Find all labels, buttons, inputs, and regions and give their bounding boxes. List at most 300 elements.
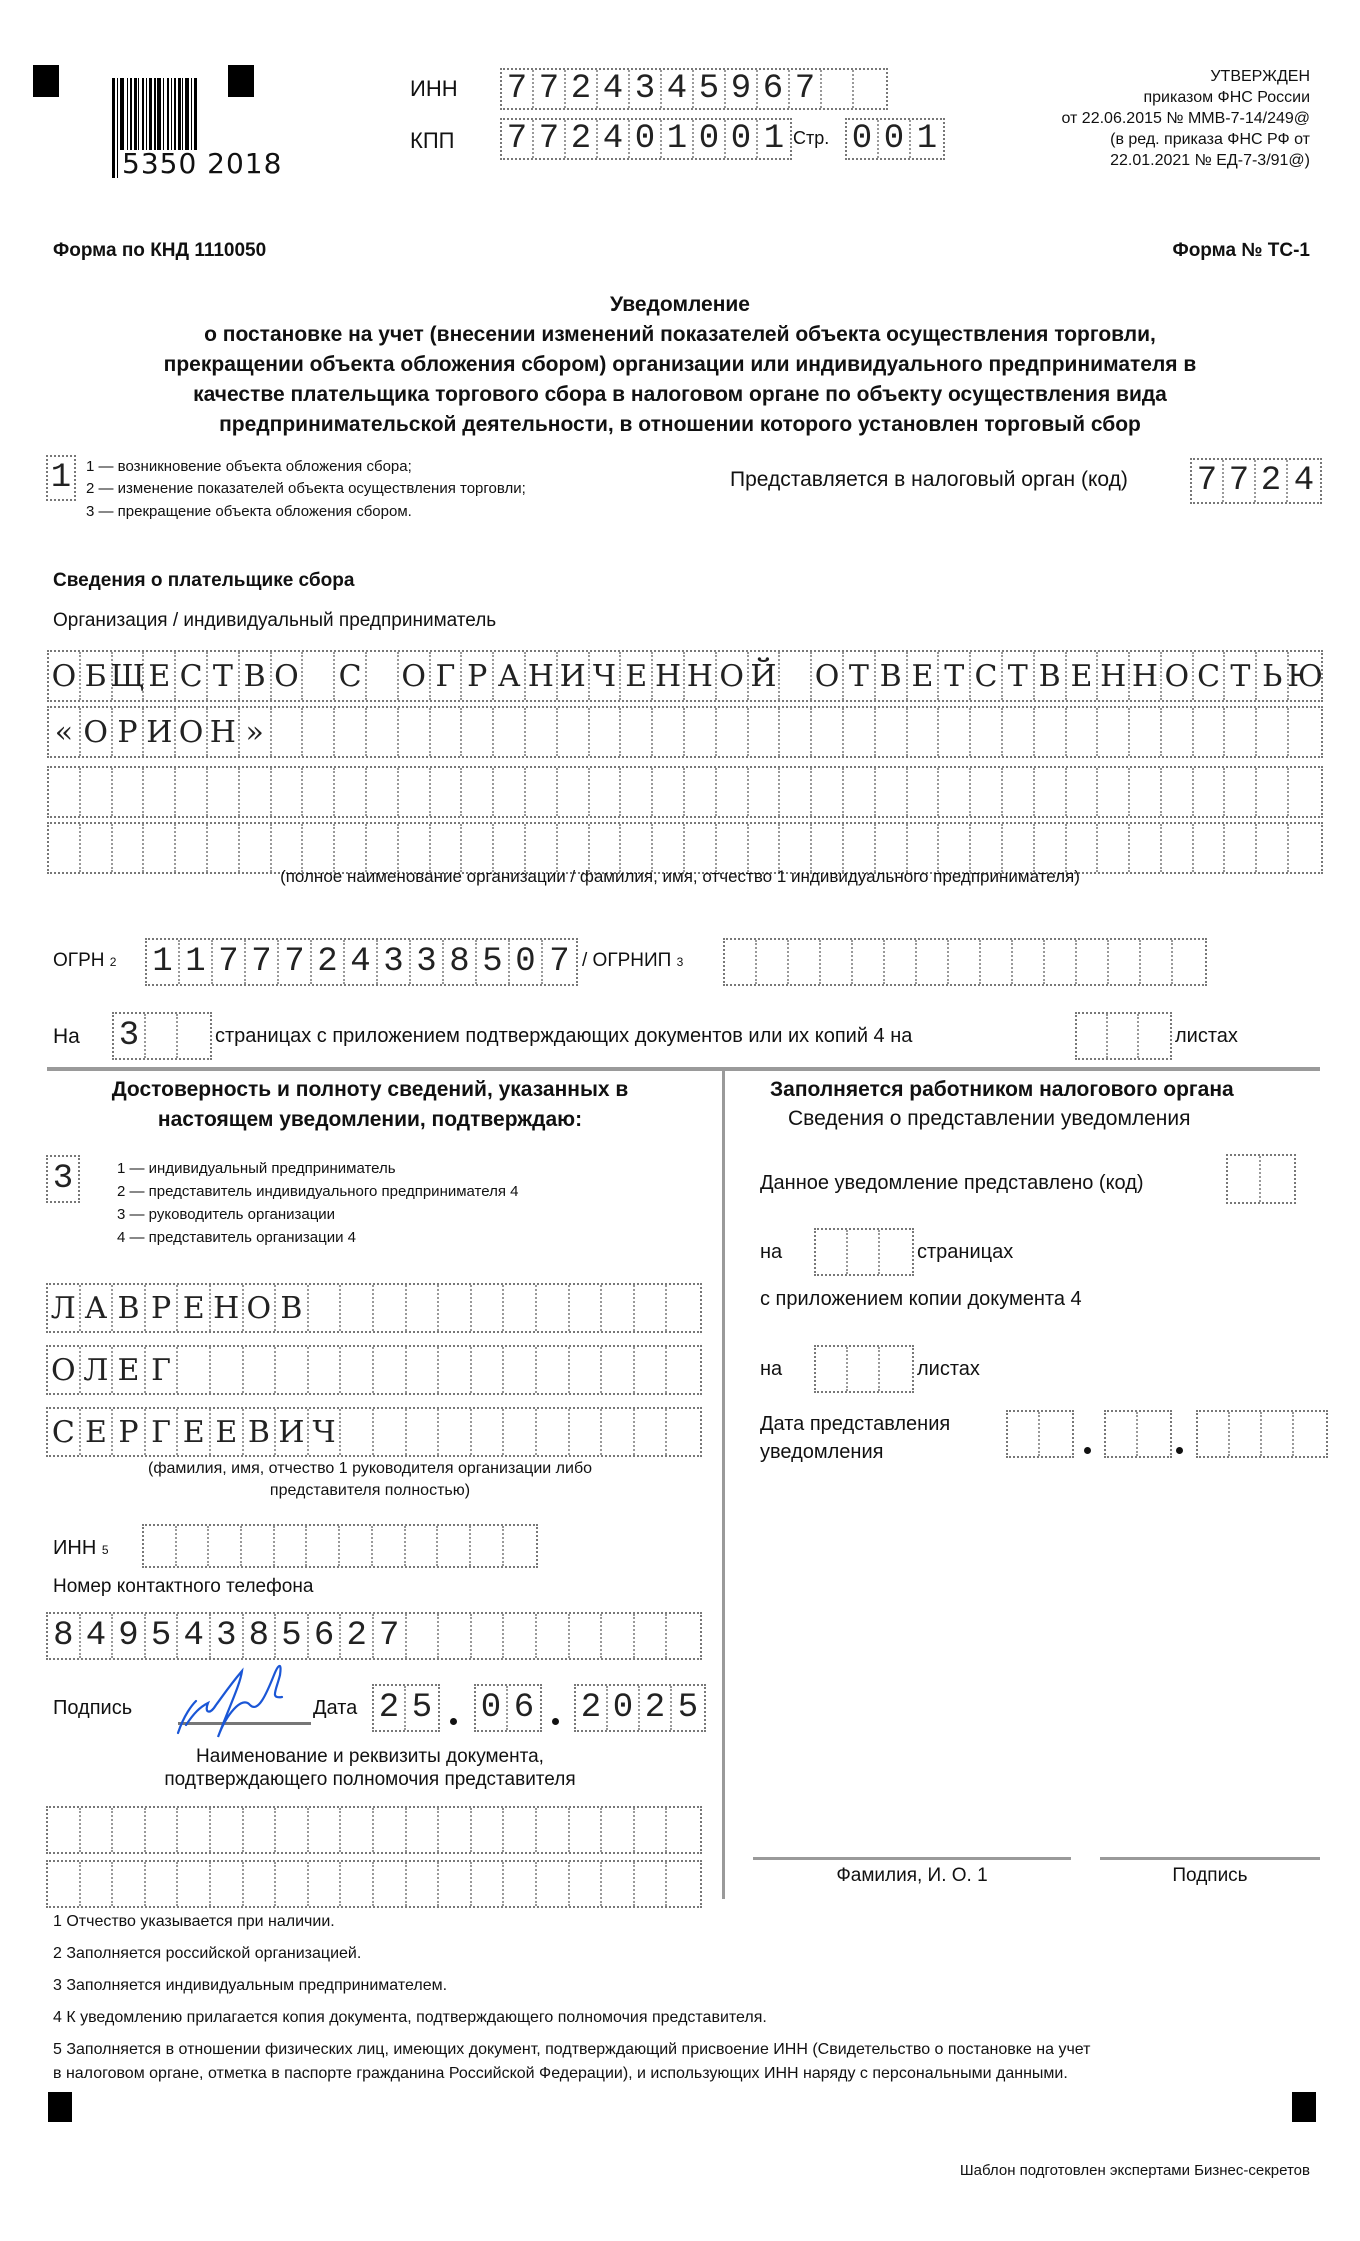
char-cell xyxy=(971,824,1003,872)
char-cell xyxy=(1067,708,1099,756)
tax-office-sheets-field[interactable] xyxy=(814,1345,914,1393)
char-cell xyxy=(812,708,844,756)
char-cell: Ю xyxy=(1287,658,1323,694)
char-cell xyxy=(570,1347,603,1393)
char-cell xyxy=(462,708,494,756)
char-cell xyxy=(407,1808,440,1852)
char-cell xyxy=(844,708,876,756)
char-cell xyxy=(504,1614,537,1658)
char-cell: 4 xyxy=(662,70,694,108)
char-cell xyxy=(602,1808,635,1852)
char-cell xyxy=(309,1347,342,1393)
pages-count-field[interactable] xyxy=(112,1012,212,1060)
kpp-label: КПП xyxy=(410,128,455,153)
char-cell xyxy=(242,1526,275,1566)
footnote-2: 2 Заполняется российской организацией. xyxy=(53,1945,362,1962)
char-cell: 0 xyxy=(510,940,543,984)
char-cell: Е xyxy=(178,1409,211,1455)
char-cell: 4 xyxy=(598,120,630,158)
submission-date-label xyxy=(760,1410,950,1466)
char-cell xyxy=(275,1526,308,1566)
char-cell: С xyxy=(48,1409,81,1455)
char-cell: 3 xyxy=(52,1160,74,1198)
char-cell: Р xyxy=(146,1285,179,1331)
char-cell: Л xyxy=(48,1285,81,1331)
page-number-field[interactable] xyxy=(845,118,945,160)
char-cell xyxy=(367,652,399,700)
char-cell: 1 xyxy=(916,120,938,158)
kpp-field[interactable] xyxy=(500,118,792,160)
char-cell xyxy=(1013,940,1045,984)
char-cell: 2 xyxy=(374,1686,406,1730)
char-cell: Е xyxy=(908,652,940,700)
char-cell xyxy=(472,1347,505,1393)
tax-authority-label: Представляется в налоговый орган (код) xyxy=(730,468,1128,491)
org-name-row-3[interactable] xyxy=(47,766,1323,818)
signer-option-1: 1 — индивидуальный предприниматель xyxy=(117,1160,396,1177)
char-cell xyxy=(146,1862,179,1906)
ogrn-label xyxy=(53,950,116,972)
char-cell xyxy=(211,1347,244,1393)
signer-option-2: 2 — представитель индивидуального предпринимателя 4 xyxy=(117,1183,519,1200)
char-cell xyxy=(537,1409,570,1455)
char-cell xyxy=(240,824,272,872)
title-line-1: Уведомление xyxy=(609,293,750,316)
signer-inn-label xyxy=(53,1537,109,1560)
char-cell xyxy=(1045,940,1077,984)
char-cell xyxy=(335,824,367,872)
char-cell: 5 xyxy=(477,940,510,984)
submission-date-month-field[interactable] xyxy=(1104,1410,1172,1458)
char-cell xyxy=(939,708,971,756)
char-cell: Г xyxy=(146,1409,179,1455)
char-cell: 1 xyxy=(50,459,72,497)
org-name-row-2[interactable] xyxy=(47,706,1323,758)
char-cell xyxy=(1106,1412,1138,1456)
char-cell xyxy=(178,1347,211,1393)
char-cell xyxy=(844,824,876,872)
char-cell xyxy=(816,1347,848,1391)
pages-text: страницах с приложением подтверждающих документов или их копий 4 на xyxy=(215,1025,913,1047)
char-cell xyxy=(635,1347,668,1393)
char-cell xyxy=(1294,1412,1326,1456)
ogrn-footnote-ref: 2 xyxy=(109,955,117,969)
char-cell xyxy=(303,708,335,756)
char-cell xyxy=(472,1285,505,1331)
char-cell: 2 xyxy=(640,1686,672,1730)
char-cell: 2 xyxy=(566,120,598,158)
char-cell: Н xyxy=(211,1285,244,1331)
char-cell xyxy=(504,1347,537,1393)
char-cell xyxy=(526,708,558,756)
char-cell xyxy=(1003,824,1035,872)
char-cell xyxy=(374,1285,407,1331)
char-cell xyxy=(885,940,917,984)
ogrn-field[interactable] xyxy=(145,938,578,986)
char-cell xyxy=(590,708,622,756)
char-cell xyxy=(653,824,685,872)
char-cell xyxy=(276,1808,309,1852)
char-cell xyxy=(303,652,335,700)
char-cell xyxy=(1257,708,1289,756)
char-cell: Р xyxy=(462,652,494,700)
char-cell: 8 xyxy=(244,1614,277,1658)
char-cell xyxy=(908,768,940,816)
char-cell xyxy=(667,1285,700,1331)
corner-marker-bottom-left xyxy=(48,2092,72,2122)
char-cell: 4 xyxy=(345,940,378,984)
char-cell xyxy=(1289,708,1321,756)
char-cell xyxy=(431,768,463,816)
approval-line-1: УТВЕРЖДЕН xyxy=(1210,68,1310,85)
char-cell xyxy=(146,1808,179,1852)
char-cell xyxy=(48,1808,81,1852)
char-cell xyxy=(374,1347,407,1393)
char-cell xyxy=(48,1862,81,1906)
char-cell xyxy=(462,824,494,872)
confirmation-title-line-2: настоящем уведомлении, подтверждаю: xyxy=(157,1108,583,1131)
char-cell xyxy=(876,768,908,816)
date-separator-2 xyxy=(552,1718,559,1725)
footnote-3: 3 Заполняется индивидуальным предпринимателем. xyxy=(53,1977,448,1994)
authority-doc-caption-line-2: подтверждающего полномочия представителя xyxy=(164,1769,576,1790)
char-cell xyxy=(812,768,844,816)
char-cell xyxy=(1228,1156,1261,1202)
char-cell: 1 xyxy=(147,940,180,984)
char-cell xyxy=(1198,1412,1230,1456)
char-cell: 7 xyxy=(502,120,534,158)
submitted-code-label: Данное уведомление представлено (код) xyxy=(760,1172,1144,1194)
tax-office-sheets-label: листах xyxy=(917,1358,980,1380)
char-cell: О xyxy=(48,1347,81,1393)
char-cell: О xyxy=(399,652,431,700)
char-cell xyxy=(472,1808,505,1852)
first-name-field[interactable] xyxy=(46,1345,702,1395)
char-cell xyxy=(303,768,335,816)
char-cell: 6 xyxy=(309,1614,342,1658)
char-cell xyxy=(504,1409,537,1455)
char-cell: Е xyxy=(178,1285,211,1331)
char-cell: 3 xyxy=(378,940,411,984)
char-cell xyxy=(1257,824,1289,872)
approval-line-3: от 22.06.2015 № ММВ-7-14/249@ xyxy=(1061,110,1310,127)
char-cell: 4 xyxy=(1293,462,1315,500)
char-cell xyxy=(113,768,145,816)
char-cell xyxy=(1130,768,1162,816)
char-cell xyxy=(653,708,685,756)
char-cell xyxy=(1098,824,1130,872)
char-cell: Е xyxy=(144,652,176,700)
signer-option-4: 4 — представитель организации 4 xyxy=(117,1229,356,1246)
authority-doc-row-2[interactable] xyxy=(46,1860,702,1908)
date-year-field[interactable] xyxy=(574,1684,706,1732)
char-cell xyxy=(780,824,812,872)
char-cell xyxy=(471,1526,504,1566)
char-cell: 2 xyxy=(341,1614,374,1658)
submission-date-day-field[interactable] xyxy=(1006,1410,1074,1458)
authority-doc-caption-line-1: Наименование и реквизиты документа, xyxy=(196,1746,544,1767)
tax-officer-name-line xyxy=(753,1857,1071,1860)
char-cell xyxy=(880,1230,912,1274)
char-cell: 1 xyxy=(662,120,694,158)
char-cell: 4 xyxy=(81,1614,114,1658)
char-cell xyxy=(1225,824,1257,872)
char-cell xyxy=(399,824,431,872)
char-cell xyxy=(504,1526,537,1566)
page-label: Стр. xyxy=(793,128,830,148)
char-cell xyxy=(971,768,1003,816)
char-cell xyxy=(341,1409,374,1455)
template-credit: Шаблон подготовлен экспертами Бизнес-секретов xyxy=(959,2162,1310,2179)
char-cell: В xyxy=(876,652,908,700)
approval-line-4: (в ред. приказа ФНС РФ от xyxy=(1110,131,1310,148)
signer-option-3: 3 — руководитель организации xyxy=(117,1206,336,1223)
ogrnip-label xyxy=(582,950,683,972)
ogrnip-label-text: / ОГРНИП xyxy=(582,950,672,971)
notice-type-field[interactable] xyxy=(46,455,76,501)
confirmation-title xyxy=(40,1075,700,1135)
char-cell xyxy=(176,768,208,816)
char-cell xyxy=(908,824,940,872)
char-cell: Ь xyxy=(1257,652,1289,700)
approval-block xyxy=(1061,66,1310,171)
char-cell xyxy=(908,708,940,756)
char-cell xyxy=(844,768,876,816)
char-cell xyxy=(876,824,908,872)
char-cell: 7 xyxy=(374,1614,407,1658)
notice-type-option-2: 2 — изменение показателей объекта осуществления торговли; xyxy=(86,480,526,497)
char-cell: 4 xyxy=(598,70,630,108)
char-cell xyxy=(725,940,757,984)
char-cell: А xyxy=(81,1285,114,1331)
char-cell xyxy=(602,1409,635,1455)
tax-office-attachment-label: с приложением копии документа 4 xyxy=(760,1288,1082,1310)
char-cell xyxy=(244,1347,277,1393)
char-cell xyxy=(537,1862,570,1906)
tax-authority-code-field[interactable] xyxy=(1190,458,1322,504)
patronymic-field[interactable] xyxy=(46,1407,702,1457)
char-cell xyxy=(81,824,113,872)
char-cell xyxy=(590,768,622,816)
char-cell: В xyxy=(113,1285,146,1331)
char-cell xyxy=(144,768,176,816)
char-cell xyxy=(789,940,821,984)
title-line-4: качестве плательщика торгового сбора в налоговом органе по объекту осуществления вида xyxy=(193,383,1167,406)
char-cell: 7 xyxy=(549,943,570,981)
approval-line-5: 22.01.2021 № ЕД-7-3/91@) xyxy=(1110,152,1310,169)
surname-field[interactable] xyxy=(46,1283,702,1333)
char-cell xyxy=(407,1614,440,1658)
char-cell xyxy=(848,1347,880,1391)
char-cell xyxy=(1008,1412,1040,1456)
char-cell: 7 xyxy=(1224,460,1256,502)
char-cell xyxy=(367,824,399,872)
char-cell: « xyxy=(49,708,81,756)
org-name-row-1[interactable] xyxy=(47,650,1323,702)
char-cell: О xyxy=(81,708,113,756)
tax-office-subtitle: Сведения о представлении уведомления xyxy=(788,1107,1191,1130)
char-cell xyxy=(939,824,971,872)
char-cell: Щ xyxy=(113,652,145,700)
char-cell xyxy=(749,824,781,872)
char-cell: 5 xyxy=(677,1689,699,1727)
char-cell xyxy=(1098,768,1130,816)
char-cell xyxy=(303,824,335,872)
char-cell xyxy=(526,824,558,872)
char-cell xyxy=(472,1409,505,1455)
char-cell xyxy=(178,1014,210,1058)
char-cell xyxy=(176,824,208,872)
char-cell xyxy=(309,1285,342,1331)
phone-field[interactable] xyxy=(46,1612,702,1660)
char-cell: О xyxy=(244,1285,277,1331)
char-cell: Е xyxy=(1067,652,1099,700)
char-cell xyxy=(272,768,304,816)
char-cell xyxy=(472,1614,505,1658)
submission-date-label-line-1: Дата представления xyxy=(760,1413,951,1435)
char-cell xyxy=(558,824,590,872)
authority-doc-row-1[interactable] xyxy=(46,1806,702,1854)
char-cell xyxy=(177,1526,210,1566)
char-cell xyxy=(939,768,971,816)
submission-date-year-field[interactable] xyxy=(1196,1410,1328,1458)
char-cell xyxy=(570,1862,603,1906)
char-cell xyxy=(399,708,431,756)
char-cell: 0 xyxy=(879,120,911,158)
char-cell: О xyxy=(49,652,81,700)
char-cell xyxy=(1067,824,1099,872)
char-cell xyxy=(1225,768,1257,816)
char-cell xyxy=(81,1862,114,1906)
char-cell: Т xyxy=(208,652,240,700)
signer-inn-label-text: ИНН xyxy=(53,1537,97,1559)
char-cell xyxy=(635,1808,668,1852)
char-cell xyxy=(981,940,1013,984)
char-cell: 4 xyxy=(178,1614,211,1658)
char-cell xyxy=(178,1808,211,1852)
submitted-code-field[interactable] xyxy=(1226,1154,1296,1204)
date-label: Дата xyxy=(313,1697,358,1719)
section-divider-vertical xyxy=(722,1069,725,1899)
char-cell xyxy=(276,1347,309,1393)
char-cell: О xyxy=(272,652,304,700)
submission-date-label-line-2: уведомления xyxy=(760,1441,884,1463)
char-cell: О xyxy=(812,652,844,700)
char-cell: 7 xyxy=(502,70,534,108)
form-knd-code: Форма по КНД 1110050 xyxy=(53,240,267,261)
footnote-5b: в налоговом органе, отметка в паспорте гражданина Российской Федерации), и использующих ИНН наряду с персональными данными. xyxy=(53,2065,1068,2082)
signer-type-field[interactable] xyxy=(46,1155,80,1203)
char-cell xyxy=(537,1614,570,1658)
char-cell xyxy=(211,1862,244,1906)
char-cell: С xyxy=(1194,652,1226,700)
submission-date-separator-1 xyxy=(1084,1447,1091,1454)
char-cell xyxy=(439,1347,472,1393)
char-cell xyxy=(635,1285,668,1331)
ogrnip-field[interactable] xyxy=(723,938,1207,986)
ogrn-label-text: ОГРН xyxy=(53,950,105,971)
char-cell xyxy=(1225,708,1257,756)
char-cell xyxy=(1173,940,1205,984)
char-cell: 7 xyxy=(1192,460,1224,502)
char-cell: Л xyxy=(81,1347,114,1393)
char-cell xyxy=(373,1526,406,1566)
tax-officer-name-label: Фамилия, И. О. 1 xyxy=(836,1865,988,1886)
char-cell: 8 xyxy=(48,1614,81,1658)
barcode-number: 5350 2018 xyxy=(122,147,283,180)
char-cell: Е xyxy=(113,1347,146,1393)
inn-field[interactable] xyxy=(500,68,888,110)
char-cell xyxy=(341,1808,374,1852)
char-cell xyxy=(1162,824,1194,872)
date-month-field[interactable] xyxy=(474,1684,542,1732)
corner-marker-bottom-right xyxy=(1292,2092,1316,2122)
payer-subtitle: Организация / индивидуальный предприниматель xyxy=(53,610,497,631)
char-cell: Е xyxy=(211,1409,244,1455)
char-cell xyxy=(1139,1014,1170,1058)
char-cell xyxy=(1077,1014,1108,1058)
char-cell xyxy=(1230,1412,1262,1456)
char-cell xyxy=(537,1808,570,1852)
char-cell: 0 xyxy=(608,1686,640,1730)
approval-line-2: приказом ФНС России xyxy=(1143,89,1310,106)
signer-inn-field[interactable] xyxy=(142,1524,538,1568)
char-cell: Р xyxy=(113,1409,146,1455)
char-cell xyxy=(1108,1014,1139,1058)
char-cell: Н xyxy=(685,652,717,700)
char-cell xyxy=(558,708,590,756)
date-day-field[interactable] xyxy=(372,1684,440,1732)
char-cell: 0 xyxy=(847,120,879,158)
char-cell xyxy=(208,768,240,816)
char-cell xyxy=(208,824,240,872)
char-cell xyxy=(81,768,113,816)
char-cell xyxy=(431,824,463,872)
char-cell: 3 xyxy=(114,1014,146,1058)
char-cell xyxy=(602,1862,635,1906)
char-cell xyxy=(1098,708,1130,756)
pages-prefix: На xyxy=(53,1025,80,1048)
char-cell xyxy=(309,1808,342,1852)
char-cell: В xyxy=(1035,652,1067,700)
char-cell xyxy=(848,1230,880,1274)
char-cell xyxy=(1003,708,1035,756)
char-cell: 3 xyxy=(630,70,662,108)
corner-marker-top-left xyxy=(33,65,59,97)
char-cell: 2 xyxy=(312,940,345,984)
signer-inn-footnote-ref: 5 xyxy=(101,1543,109,1557)
footnote-5a: 5 Заполняется в отношении физических лиц, имеющих документ, подтверждающий присвоение ИНН (Свидетельство о постановке на учет xyxy=(53,2041,1091,2058)
char-cell xyxy=(144,1526,177,1566)
tax-office-pages-field[interactable] xyxy=(814,1228,914,1276)
char-cell: И xyxy=(276,1409,309,1455)
title-line-3: прекращении объекта обложения сбором) организации или индивидуального предпринимателя в xyxy=(163,353,1197,376)
char-cell xyxy=(537,1285,570,1331)
char-cell xyxy=(341,1862,374,1906)
char-cell: Е xyxy=(621,652,653,700)
char-cell: Н xyxy=(208,708,240,756)
char-cell xyxy=(780,708,812,756)
char-cell xyxy=(272,824,304,872)
char-cell: О xyxy=(717,652,749,700)
char-cell xyxy=(526,768,558,816)
sheets-count-field[interactable] xyxy=(1075,1012,1172,1060)
char-cell: Й xyxy=(749,652,781,700)
char-cell xyxy=(1067,768,1099,816)
char-cell xyxy=(144,824,176,872)
char-cell xyxy=(621,824,653,872)
char-cell xyxy=(407,1347,440,1393)
